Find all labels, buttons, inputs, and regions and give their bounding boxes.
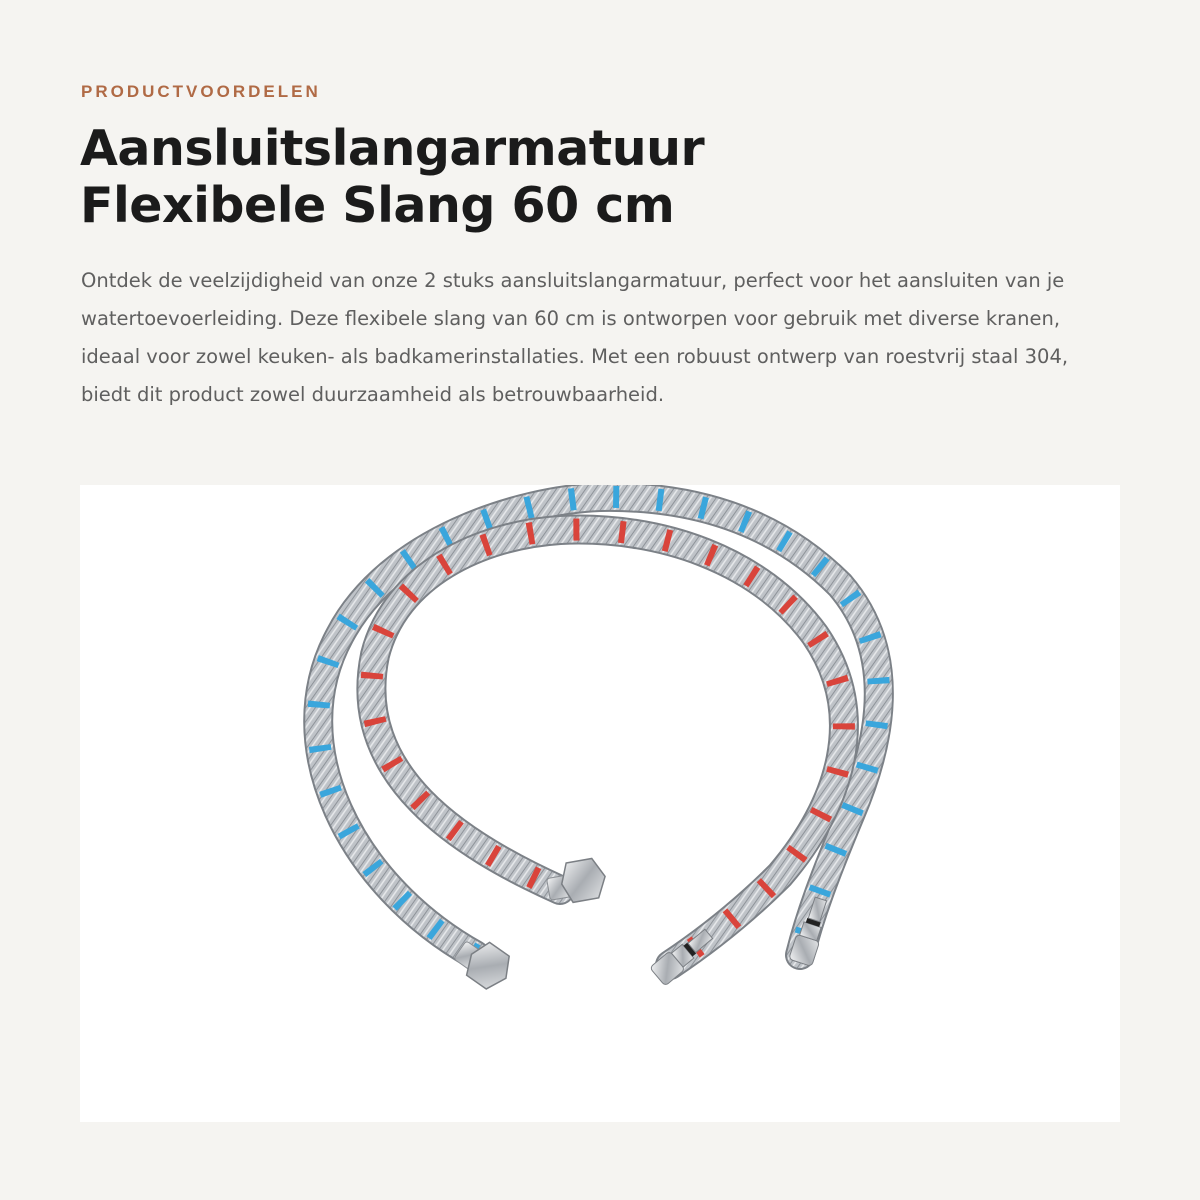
title-line-1: Aansluitslangarmatuur — [80, 120, 705, 177]
product-description: Ontdek de veelzijdigheid van onze 2 stuks aansluitslangarmatuur, perfect voor het aansluiten van je watertoevoerleiding. Deze flexibele slang van 60 cm is ontworpen voor gebruik met diverse kranen, ideaal voor zowel keuken- als badkamerinstallaties. Met een robuust ontwerp van roestvrij staal 304, biedt dit product zowel duurzaamheid als betrouwbaarheid. — [81, 269, 1069, 406]
hose-red — [371, 530, 844, 965]
nut-fitting-right — [544, 857, 608, 906]
title-line-2: Flexibele Slang 60 cm — [80, 177, 675, 234]
page-title — [80, 120, 1080, 234]
braided-hoses-illustration — [80, 485, 1120, 1122]
section-eyebrow: PRODUCTVOORDELEN — [81, 82, 321, 101]
product-image — [80, 485, 1120, 1122]
